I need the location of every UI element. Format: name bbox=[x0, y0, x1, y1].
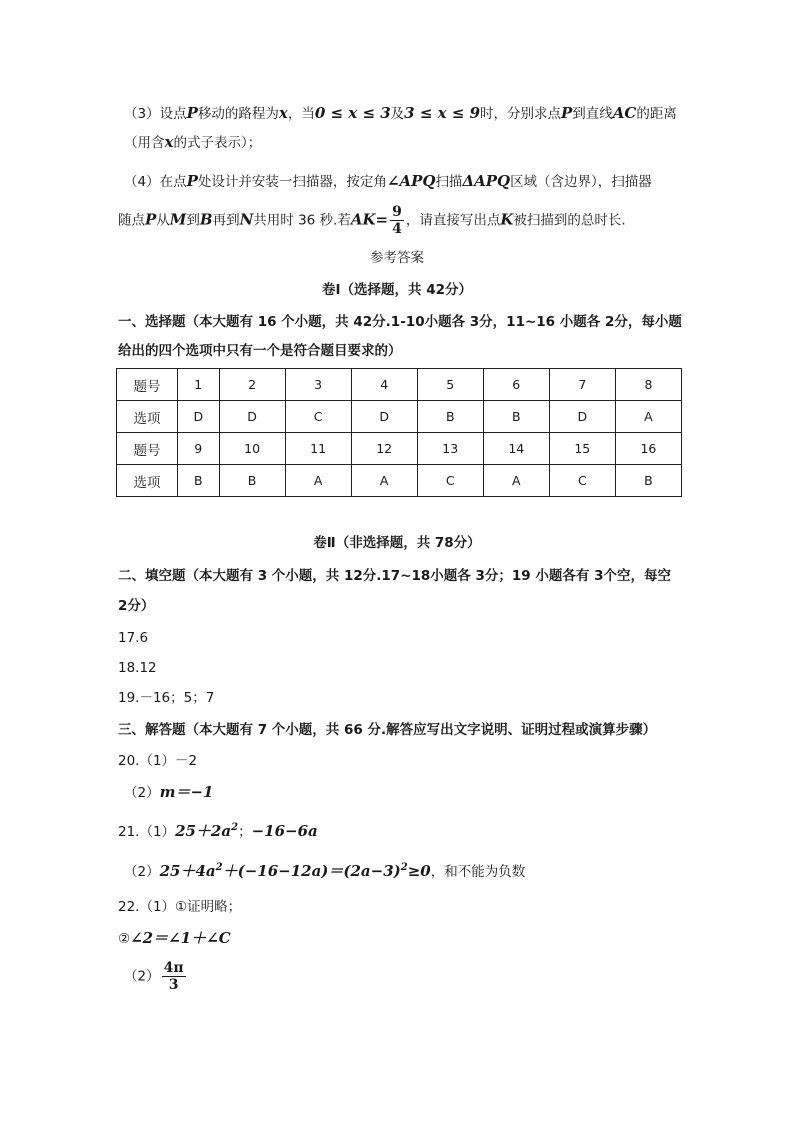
q3-text: 移动的路程为 bbox=[197, 106, 279, 122]
q3-text: 的距离 bbox=[636, 106, 677, 122]
angle-apq: ∠APQ bbox=[386, 172, 436, 190]
table-row-label: 题号 bbox=[117, 433, 178, 465]
table-row-numbers bbox=[117, 433, 682, 465]
table-cell: 13 bbox=[417, 433, 483, 465]
table-row-answers bbox=[117, 465, 682, 497]
fraction-denominator: 3 bbox=[168, 977, 179, 993]
expression-text: ＋(−16−12a)＝(2a−3) bbox=[222, 862, 401, 880]
table-cell: D bbox=[219, 401, 285, 433]
exponent: 2 bbox=[400, 862, 408, 873]
q4-prefix: （4）在点 bbox=[124, 174, 187, 190]
expression-sum-2: −16−6a bbox=[251, 822, 318, 840]
answer-22-1-2 bbox=[118, 927, 231, 950]
table-cell: 10 bbox=[219, 433, 285, 465]
table-cell: C bbox=[285, 401, 351, 433]
table-cell: 11 bbox=[285, 433, 351, 465]
part-label: 21.（1） bbox=[118, 824, 176, 840]
var-p: P bbox=[145, 210, 157, 229]
section-1-heading-line-1: 一、选择题（本大题有 16 个小题，共 42分.1-10小题各 3分，11~16 小题各 2分，每小题 bbox=[118, 314, 682, 330]
table-cell: 5 bbox=[417, 369, 483, 401]
conclusion-text: ，和不能为负数 bbox=[430, 864, 526, 880]
line-ac: AC bbox=[612, 104, 637, 122]
triangle-apq: ΔAPQ bbox=[462, 172, 511, 190]
table-cell: B bbox=[615, 465, 681, 497]
q3-text: ，当 bbox=[287, 106, 315, 122]
expression-m: m＝−1 bbox=[159, 783, 214, 801]
var-k: K bbox=[500, 210, 514, 229]
part-label: （2） bbox=[124, 864, 160, 880]
q4-text: 区域（含边界），扫描器 bbox=[510, 174, 652, 190]
table-cell: 6 bbox=[483, 369, 549, 401]
q4-text: 到 bbox=[186, 212, 200, 229]
answer-20-1: 20.（1）－2 bbox=[118, 753, 198, 769]
var-p: P bbox=[186, 172, 198, 190]
section-3-heading: 三、解答题（本大题有 7 个小题，共 66 分.解答应写出文字说明、证明过程或演算步骤） bbox=[118, 722, 657, 738]
table-cell: 12 bbox=[351, 433, 417, 465]
answer-table bbox=[116, 368, 682, 497]
answer-18: 18.12 bbox=[118, 660, 157, 676]
fraction-numerator: 4π bbox=[163, 960, 184, 976]
q3-prefix: （3）设点 bbox=[124, 106, 187, 122]
table-cell: 1 bbox=[178, 369, 220, 401]
table-cell: B bbox=[483, 401, 549, 433]
question-4-line-2 bbox=[118, 204, 626, 237]
q3-text: 及 bbox=[390, 106, 405, 122]
table-cell: 4 bbox=[351, 369, 417, 401]
table-cell: 7 bbox=[549, 369, 615, 401]
q4-text: ，请直接写出点 bbox=[405, 212, 501, 229]
question-3-line-2 bbox=[124, 131, 261, 154]
section-2-heading-line-2: 2分） bbox=[118, 598, 155, 614]
table-cell: C bbox=[417, 465, 483, 497]
var-x: x bbox=[278, 104, 288, 122]
table-cell: 15 bbox=[549, 433, 615, 465]
q4-text: 随点 bbox=[118, 212, 145, 229]
table-cell: A bbox=[285, 465, 351, 497]
part-2-title: 卷Ⅱ（非选择题，共 78分） bbox=[313, 535, 481, 551]
angle-relation: ∠2＝∠1＋∠C bbox=[130, 929, 231, 947]
table-cell: 2 bbox=[219, 369, 285, 401]
var-b: B bbox=[199, 210, 213, 229]
answer-22-2 bbox=[124, 960, 188, 993]
expression-text: 25＋4a bbox=[159, 862, 216, 880]
table-cell: D bbox=[178, 401, 220, 433]
fraction-four-pi-thirds bbox=[162, 960, 186, 993]
equals-sign: = bbox=[375, 210, 389, 229]
var-p: P bbox=[561, 104, 573, 122]
part-1-title: 卷Ⅰ（选择题，共 42分） bbox=[321, 282, 472, 298]
table-row-label: 选项 bbox=[117, 465, 178, 497]
table-row-numbers bbox=[117, 369, 682, 401]
answer-21-1 bbox=[118, 817, 318, 843]
var-n: N bbox=[239, 210, 254, 229]
q3-text: 的式子表示）； bbox=[173, 135, 262, 151]
table-cell: D bbox=[351, 401, 417, 433]
expression-proof bbox=[160, 862, 431, 880]
var-m: M bbox=[169, 210, 187, 229]
range-2: 3 ≤ x ≤ 9 bbox=[404, 104, 481, 122]
answer-20-2 bbox=[124, 781, 213, 804]
table-cell: 8 bbox=[615, 369, 681, 401]
question-3-line-1 bbox=[124, 102, 677, 125]
fraction-numerator: 9 bbox=[392, 204, 402, 220]
section-2-heading-line-1: 二、填空题（本大题有 3 个小题，共 12分.17~18小题各 3分；19 小题各有 3个空，每空 bbox=[118, 568, 671, 584]
q3-text: 时，分别求点 bbox=[480, 106, 562, 122]
table-cell: 3 bbox=[285, 369, 351, 401]
expression-text: ≥0 bbox=[407, 862, 431, 880]
table-row-answers bbox=[117, 401, 682, 433]
table-cell: 14 bbox=[483, 433, 549, 465]
q3-text: 到直线 bbox=[572, 106, 613, 122]
exponent: 2 bbox=[231, 822, 239, 833]
fraction-denominator: 4 bbox=[392, 221, 402, 237]
q4-text: 从 bbox=[156, 212, 170, 229]
var-x: x bbox=[164, 133, 174, 151]
fraction-nine-quarters bbox=[390, 204, 404, 237]
table-cell: B bbox=[178, 465, 220, 497]
var-p: P bbox=[186, 104, 198, 122]
section-1-heading-line-2: 给出的四个选项中只有一个是符合题目要求的） bbox=[118, 343, 402, 359]
table-cell: A bbox=[615, 401, 681, 433]
q4-text: 共用时 36 秒.若 bbox=[253, 212, 351, 229]
table-cell: 9 bbox=[178, 433, 220, 465]
q3-text: （用含 bbox=[124, 135, 165, 151]
q4-text: 被扫描到的总时长. bbox=[513, 212, 626, 229]
range-1: 0 ≤ x ≤ 3 bbox=[314, 104, 391, 122]
part-label: （2） bbox=[124, 968, 160, 985]
part-label: （2） bbox=[124, 785, 160, 801]
circled-two: ② bbox=[118, 931, 131, 947]
segment-ak: AK bbox=[350, 210, 376, 229]
answer-21-2 bbox=[124, 857, 525, 883]
exponent: 2 bbox=[215, 862, 223, 873]
table-row-label: 题号 bbox=[117, 369, 178, 401]
table-cell: D bbox=[549, 401, 615, 433]
table-cell: A bbox=[483, 465, 549, 497]
expression-sum-1 bbox=[175, 822, 238, 840]
answers-title: 参考答案 bbox=[370, 250, 424, 266]
answer-22-1: 22.（1）①证明略； bbox=[118, 899, 242, 915]
answer-19: 19.－16；5；7 bbox=[118, 690, 215, 706]
separator: ； bbox=[238, 824, 252, 840]
q4-text: 再到 bbox=[212, 212, 240, 229]
table-cell: B bbox=[417, 401, 483, 433]
q4-text: 处设计并安装一扫描器，按定角 bbox=[197, 174, 387, 190]
q4-text: 扫描 bbox=[435, 174, 463, 190]
question-4-line-1 bbox=[124, 170, 652, 193]
table-row-label: 选项 bbox=[117, 401, 178, 433]
table-cell: A bbox=[351, 465, 417, 497]
table-cell: B bbox=[219, 465, 285, 497]
expression-text: 25＋2a bbox=[175, 822, 232, 840]
table-cell: C bbox=[549, 465, 615, 497]
answer-17: 17.6 bbox=[118, 630, 149, 646]
table-cell: 16 bbox=[615, 433, 681, 465]
